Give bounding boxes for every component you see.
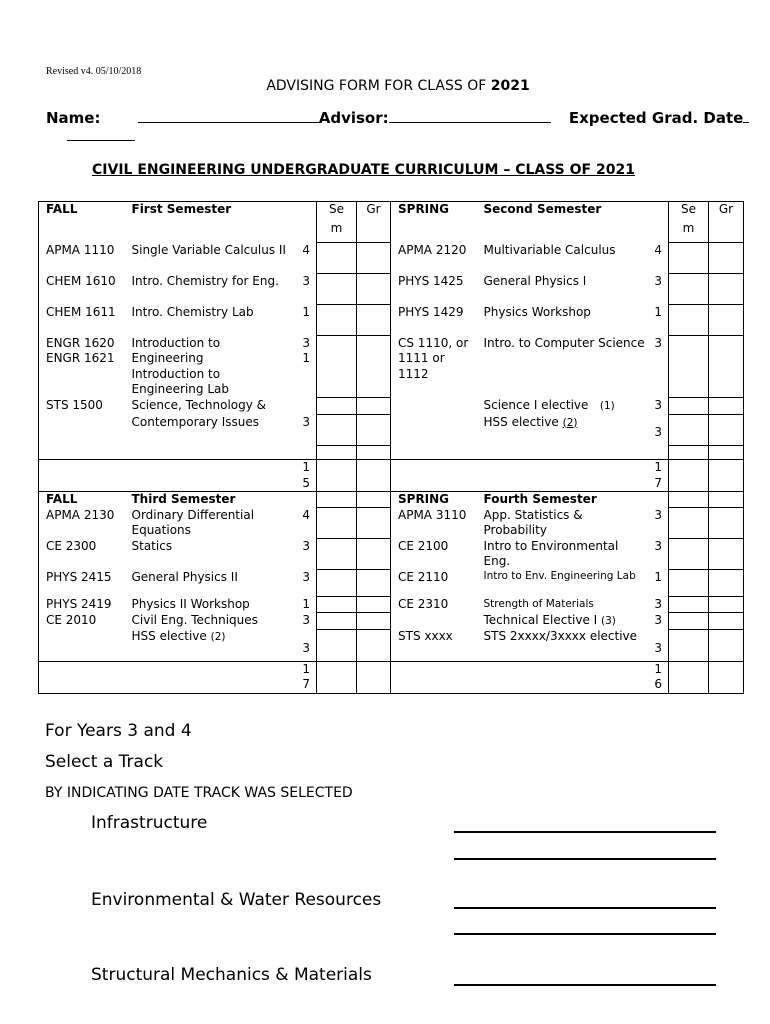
course-name: Multivariable Calculus (483, 242, 616, 257)
course-code: PHYS 1425 (398, 273, 464, 288)
table-row (39, 508, 744, 539)
sem-cell[interactable] (669, 398, 709, 415)
sem-cell[interactable] (317, 629, 357, 661)
grade-cell[interactable] (709, 597, 744, 613)
course-code: CE 2110 (398, 569, 449, 584)
course-code: PHYS 1429 (398, 304, 464, 319)
total-credits: 7 (654, 475, 662, 490)
course-name: Technical Elective I (483, 612, 598, 627)
course-name: Ordinary Differential Equations (131, 507, 255, 537)
course-credits: 3 (302, 569, 310, 584)
track-environmental-label: Environmental & Water Resources (91, 890, 382, 910)
course-name: Intro. to Computer Science (483, 335, 645, 350)
grade-cell[interactable] (709, 613, 744, 630)
course-code: APMA 3110 (398, 507, 467, 522)
course-code: CE 2310 (398, 596, 449, 611)
table-row (39, 539, 744, 570)
track-infrastructure-label: Infrastructure (91, 813, 208, 833)
grade-cell[interactable] (709, 508, 744, 539)
grad-date-field[interactable] (67, 128, 135, 141)
sem-cell[interactable] (669, 597, 709, 613)
course-credits: 1 (654, 304, 662, 319)
track-environmental-date-line[interactable] (454, 907, 716, 909)
grade-cell[interactable] (357, 336, 391, 398)
form-title-text: ADVISING FORM FOR CLASS OF (266, 78, 491, 94)
table-row (39, 613, 744, 630)
course-credits: 3 (654, 424, 662, 439)
year2-totals-row (39, 661, 744, 693)
sem-cell[interactable] (317, 274, 357, 305)
course-code: CS 1110, or 1111 or 1112 (398, 335, 469, 381)
date-instruction: BY INDICATING DATE TRACK WAS SELECTED (45, 785, 353, 801)
course-name: Statics (131, 538, 173, 553)
course-credits: 3 (302, 538, 310, 553)
course-credits: 3 (302, 641, 310, 655)
course-name: Engineering (131, 351, 204, 365)
course-name: App. Statistics & Probability (483, 507, 583, 537)
years-heading: For Years 3 and 4 (45, 721, 192, 741)
sem-cell[interactable] (317, 243, 357, 274)
footnote-marker: (2) (562, 416, 578, 429)
course-credits: 1 (302, 351, 310, 365)
sem-cell[interactable] (669, 539, 709, 570)
total-credits: 5 (302, 475, 310, 490)
course-credits: 4 (302, 507, 310, 522)
course-code: ENGR 1620 (46, 335, 115, 350)
course-name: Intro. Chemistry for Eng. (131, 273, 279, 288)
course-credits: 3 (654, 335, 662, 350)
course-credits: 3 (654, 397, 662, 412)
course-code: PHYS 2415 (39, 570, 125, 597)
table-row (39, 597, 744, 613)
course-credits: 3 (654, 596, 662, 611)
course-credits: 1 (302, 304, 310, 319)
sem-cell[interactable] (669, 305, 709, 336)
course-code: APMA 1110 (39, 243, 125, 274)
course-code: APMA 2130 (39, 508, 125, 539)
table-row (39, 629, 744, 661)
grad-date-field-end[interactable] (743, 108, 749, 123)
course-name: Contemporary Issues (131, 414, 259, 429)
grade-cell[interactable] (709, 629, 744, 661)
y1-left-sem-header: Se (317, 202, 357, 221)
course-code: CHEM 1610 (39, 274, 125, 305)
track-infrastructure-date-line[interactable] (454, 831, 716, 833)
grade-cell[interactable] (357, 243, 391, 274)
year1-totals-row (39, 460, 744, 492)
grade-cell[interactable] (357, 274, 391, 305)
grade-cell[interactable] (709, 274, 744, 305)
curriculum-table (38, 201, 744, 694)
advisor-field[interactable] (389, 108, 551, 123)
grade-cell[interactable] (709, 305, 744, 336)
track-structural-date-line[interactable] (454, 984, 716, 986)
sem-cell[interactable] (669, 274, 709, 305)
grade-cell[interactable] (709, 415, 744, 446)
advisor-label: Advisor: (318, 109, 389, 127)
total-credits: 1 (302, 661, 310, 676)
sem-cell[interactable] (317, 460, 357, 492)
sem-cell[interactable] (669, 508, 709, 539)
y2-spring-label: SPRING (398, 492, 450, 506)
name-advisor-row (46, 108, 749, 127)
total-credits: 1 (302, 460, 310, 474)
sem-cell[interactable] (669, 336, 709, 398)
course-name: General Physics I (483, 273, 587, 288)
course-code: STS xxxx (398, 629, 453, 643)
y2-third-semester-label: Third Semester (131, 492, 236, 506)
grade-cell[interactable] (709, 661, 744, 693)
footnote-marker: (1) (599, 399, 615, 412)
course-name: STS 2xxxx/3xxxx elective (483, 629, 638, 643)
sem-cell[interactable] (669, 661, 709, 693)
y2-fourth-semester-label: Fourth Semester (483, 492, 597, 506)
table-row (39, 274, 744, 305)
course-credits: 3 (654, 273, 662, 288)
sem-cell[interactable] (317, 570, 357, 597)
course-code: CE 2010 (39, 613, 125, 630)
course-name: Single Variable Calculus II (131, 242, 286, 257)
form-title (0, 78, 770, 94)
year1-header-row (39, 202, 744, 221)
table-row (39, 415, 744, 446)
grade-cell[interactable] (357, 613, 391, 630)
grade-cell[interactable] (357, 539, 391, 570)
course-name: HSS elective (483, 414, 559, 429)
sem-cell[interactable] (669, 570, 709, 597)
table-row (39, 398, 744, 415)
grade-cell[interactable] (709, 570, 744, 597)
course-code: APMA 2120 (398, 242, 467, 257)
course-credits: 3 (654, 538, 662, 553)
course-name: General Physics II (131, 569, 238, 584)
name-field[interactable] (138, 108, 319, 123)
y1-left-sem-header-2: m (317, 221, 357, 243)
select-track-heading: Select a Track (45, 752, 164, 772)
course-credits: 3 (302, 612, 310, 627)
sem-cell[interactable] (317, 305, 357, 336)
course-name: Science, Technology & (131, 397, 267, 412)
grade-cell[interactable] (709, 336, 744, 398)
grade-cell[interactable] (357, 570, 391, 597)
y1-fall-label: FALL (39, 202, 125, 221)
y1-right-sem-header-2: m (669, 221, 709, 243)
sem-cell[interactable] (317, 398, 357, 415)
sem-cell[interactable] (317, 613, 357, 630)
total-credits: 1 (654, 661, 662, 676)
y1-right-gr-header: Gr (709, 202, 744, 221)
course-credits: 4 (654, 242, 662, 257)
grad-date-label: Expected Grad. Date (568, 109, 744, 127)
grade-cell[interactable] (357, 508, 391, 539)
sem-cell[interactable] (317, 597, 357, 613)
course-name: Intro to Env. Engineering Lab (483, 569, 636, 582)
grade-cell[interactable] (357, 305, 391, 336)
footnote-marker: (3) (601, 614, 616, 627)
sem-cell[interactable] (317, 539, 357, 570)
form-title-year: 2021 (490, 78, 530, 94)
y1-second-semester-label: Second Semester (477, 202, 647, 221)
track-infrastructure-date-line-2[interactable] (454, 858, 716, 860)
course-name: Intro to Environmental Eng. (483, 538, 619, 568)
sem-cell[interactable] (317, 336, 357, 398)
course-code: CE 2300 (39, 539, 125, 570)
course-credits: 3 (302, 414, 310, 429)
name-label: Name: (46, 109, 101, 127)
sem-cell[interactable] (669, 629, 709, 661)
sem-cell[interactable] (317, 508, 357, 539)
sem-cell[interactable] (669, 415, 709, 446)
course-name: Science I elective (483, 397, 589, 412)
course-credits: 1 (302, 596, 310, 611)
sem-cell[interactable] (669, 613, 709, 630)
course-name: Physics II Workshop (131, 596, 250, 611)
course-credits: 3 (654, 507, 662, 522)
sem-cell[interactable] (317, 415, 357, 446)
course-name: Civil Eng. Techniques (131, 612, 258, 627)
course-code: STS 1500 (39, 398, 125, 415)
y1-spring-label: SPRING (391, 202, 477, 221)
table-row (39, 570, 744, 597)
track-structural-label: Structural Mechanics & Materials (91, 965, 372, 985)
grade-cell[interactable] (709, 398, 744, 415)
grade-cell[interactable] (357, 460, 391, 492)
grade-cell[interactable] (357, 398, 391, 415)
course-credits: 3 (302, 335, 310, 350)
y1-right-sem-header: Se (669, 202, 709, 221)
total-credits: 6 (654, 677, 662, 691)
course-credits: 3 (654, 641, 662, 655)
grade-cell[interactable] (357, 629, 391, 661)
grade-cell[interactable] (357, 415, 391, 446)
y1-first-semester-label: First Semester (125, 202, 295, 221)
course-name: Physics Workshop (483, 304, 591, 319)
footnote-marker: (2) (210, 631, 226, 643)
track-environmental-date-line-2[interactable] (454, 933, 716, 935)
total-credits: 7 (302, 677, 310, 691)
grade-cell[interactable] (357, 597, 391, 613)
year2-header-row (39, 492, 744, 508)
sem-cell[interactable] (669, 460, 709, 492)
sem-cell[interactable] (669, 243, 709, 274)
course-credits: 3 (654, 612, 662, 627)
course-code: ENGR 1621 (46, 351, 115, 365)
course-name: Introduction to (131, 335, 221, 350)
course-credits: 1 (654, 569, 662, 584)
table-row (39, 243, 744, 274)
grade-cell[interactable] (709, 460, 744, 492)
course-name: Introduction to Engineering Lab (131, 366, 229, 396)
y2-fall-label: FALL (39, 492, 125, 508)
y1-left-gr-header: Gr (357, 202, 391, 221)
course-name: Strength of Materials (483, 597, 594, 610)
grade-cell[interactable] (357, 661, 391, 693)
revision-note: Revised v4. 05/10/2018 (46, 66, 142, 77)
course-name: Intro. Chemistry Lab (131, 304, 254, 319)
grade-cell[interactable] (709, 539, 744, 570)
course-code: PHYS 2419 (39, 597, 125, 613)
sem-cell[interactable] (317, 661, 357, 693)
curriculum-title: CIVIL ENGINEERING UNDERGRADUATE CURRICULUM – CLASS OF 2021 (92, 162, 635, 178)
course-code: CHEM 1611 (39, 305, 125, 336)
course-credits: 4 (302, 242, 310, 257)
course-name: HSS elective (131, 629, 207, 643)
course-code: CE 2100 (398, 538, 449, 553)
table-row (39, 336, 744, 398)
total-credits: 1 (654, 460, 662, 474)
table-row (39, 305, 744, 336)
grade-cell[interactable] (709, 243, 744, 274)
course-credits: 3 (302, 273, 310, 288)
